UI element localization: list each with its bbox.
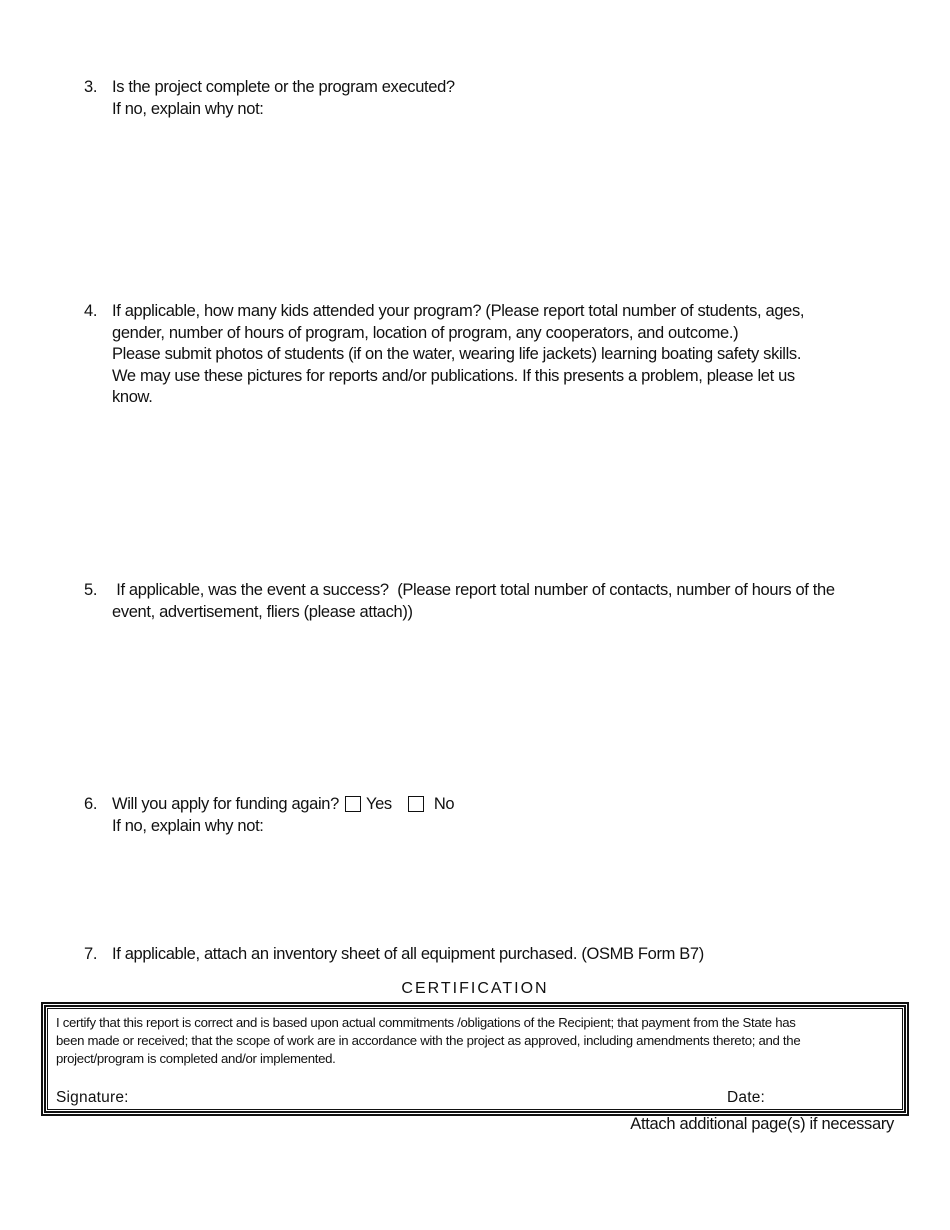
yes-label: Yes bbox=[365, 795, 392, 813]
certification-line: I certify that this report is correct and is based upon actual commitments /obligations of the Recipient; that payment from the State has bbox=[56, 1015, 796, 1030]
no-label: No bbox=[433, 795, 455, 813]
question-prompt: Will you apply for funding again? bbox=[112, 795, 339, 813]
certification-heading: CERTIFICATION bbox=[401, 980, 549, 997]
question-text bbox=[112, 77, 455, 120]
certification-box bbox=[41, 1002, 909, 1116]
question-line: If applicable, how many kids attended your program? (Please report total number of students, ages, bbox=[112, 302, 805, 320]
question-number: 4. bbox=[84, 302, 98, 320]
question-number: 6. bbox=[84, 795, 98, 813]
question-text bbox=[112, 580, 835, 623]
question-line: gender, number of hours of program, location of program, any cooperators, and outcome.) bbox=[112, 323, 739, 342]
question-text bbox=[112, 301, 804, 409]
no-checkbox[interactable] bbox=[408, 796, 424, 812]
question-text bbox=[112, 794, 454, 837]
question-line: If no, explain why not: bbox=[112, 99, 264, 118]
question-number: 3. bbox=[84, 78, 98, 96]
date-label: Date: bbox=[727, 1089, 766, 1106]
attach-note: Attach additional page(s) if necessary bbox=[630, 1115, 894, 1133]
certification-line: been made or received; that the scope of work are in accordance with the project as approved, including amendments thereto; and the bbox=[56, 1033, 801, 1048]
question-line: We may use these pictures for reports and/or publications. If this presents a problem, please let us bbox=[112, 366, 795, 385]
certification-inner-border bbox=[47, 1008, 903, 1110]
certification-line: project/program is completed and/or implemented. bbox=[56, 1051, 336, 1066]
question-line: know. bbox=[112, 388, 153, 406]
question-number: 7. bbox=[84, 945, 98, 963]
question-line: Is the project complete or the program executed? bbox=[112, 78, 455, 96]
funding-again-row bbox=[112, 794, 454, 816]
question-line: If applicable, attach an inventory sheet of all equipment purchased. (OSMB Form B7) bbox=[112, 945, 704, 963]
question-number: 5. bbox=[84, 581, 98, 599]
question-line: If no, explain why not: bbox=[112, 816, 264, 835]
question-line: Please submit photos of students (if on the water, wearing life jackets) learning boating safety skills. bbox=[112, 345, 802, 363]
yes-checkbox[interactable] bbox=[345, 796, 361, 812]
certification-statement bbox=[56, 1014, 894, 1068]
question-line: event, advertisement, fliers (please attach)) bbox=[112, 602, 413, 621]
question-text bbox=[112, 944, 704, 966]
signature-label: Signature: bbox=[56, 1089, 129, 1106]
question-line: If applicable, was the event a success? (Please report total number of contacts, number of hours of the bbox=[112, 581, 835, 599]
